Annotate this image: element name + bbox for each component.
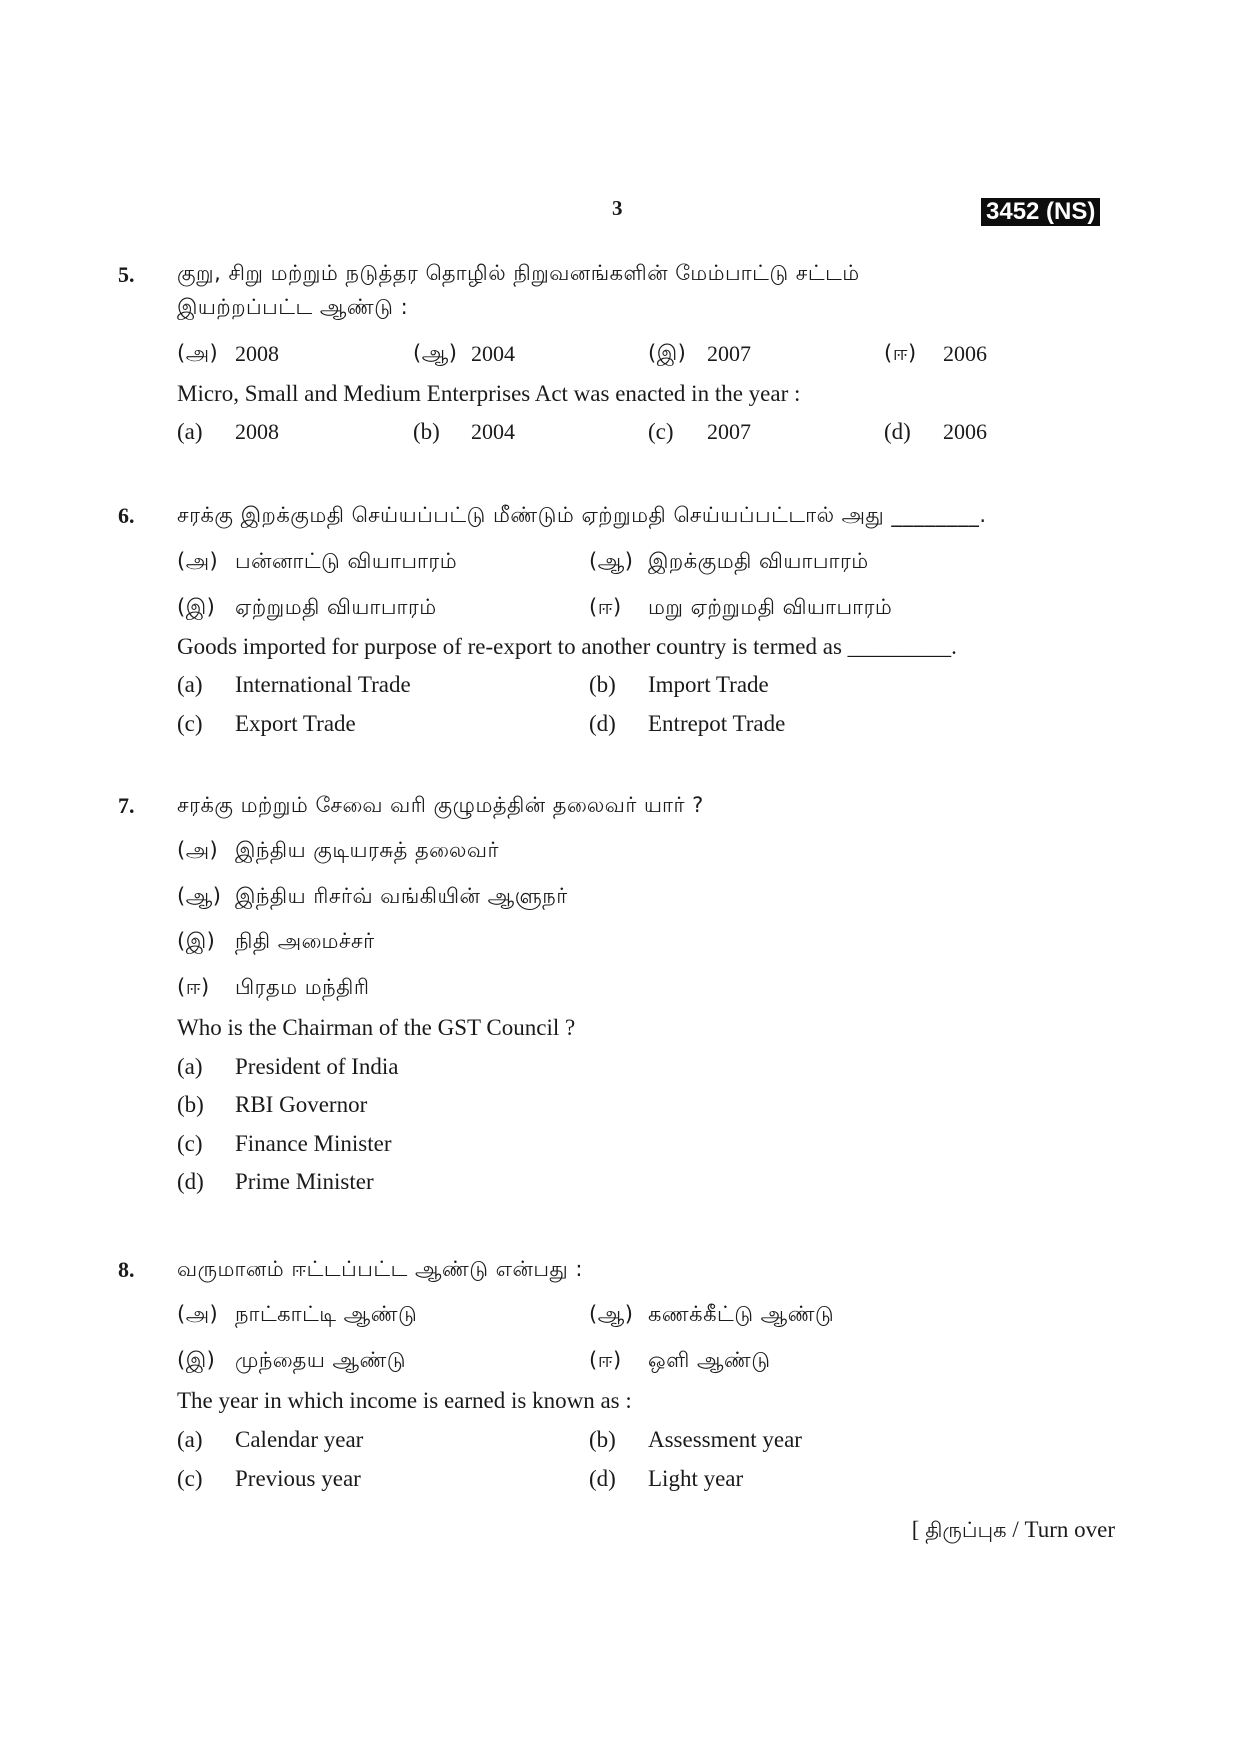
option-text: Light year bbox=[648, 1466, 744, 1491]
option-label: (c) bbox=[177, 1131, 203, 1156]
option-text: 2007 bbox=[707, 341, 751, 366]
option-label: (d) bbox=[589, 711, 616, 736]
option-label: (c) bbox=[177, 711, 203, 736]
option-text: 2004 bbox=[471, 419, 515, 444]
option-text: 2008 bbox=[235, 419, 279, 444]
option-label: (b) bbox=[589, 672, 616, 697]
option-text: Entrepot Trade bbox=[648, 711, 786, 736]
option-text-tamil: மறு ஏற்றுமதி வியாபாரம் bbox=[648, 595, 893, 619]
footer-bracket: [ bbox=[911, 1517, 920, 1542]
question-text-tamil: சரக்கு மற்றும் சேவை வரி குழுமத்தின் தலைவர் யார் ? bbox=[177, 793, 704, 817]
option-label-tamil: (அ) bbox=[177, 341, 219, 365]
option-text: President of India bbox=[235, 1054, 399, 1079]
question-text-english: The year in which income is earned is known as : bbox=[177, 1388, 632, 1413]
option-text-tamil: இந்திய ரிசர்வ் வங்கியின் ஆளுநர் bbox=[235, 884, 568, 908]
option-label: (d) bbox=[589, 1466, 616, 1491]
option-text: Export Trade bbox=[235, 711, 356, 736]
option-text: 2007 bbox=[707, 419, 751, 444]
option-text: 2008 bbox=[235, 341, 279, 366]
turn-over-note bbox=[912, 1517, 1115, 1545]
option-label: (a) bbox=[177, 1054, 203, 1079]
option-label-tamil: (இ) bbox=[648, 341, 687, 365]
option-label: (d) bbox=[177, 1169, 204, 1194]
option-text: 2006 bbox=[943, 419, 987, 444]
option-label-tamil: (ஈ) bbox=[589, 1348, 622, 1372]
option-text-tamil: பன்னாட்டு வியாபாரம் bbox=[235, 549, 458, 573]
option-label: (b) bbox=[589, 1427, 616, 1452]
question-number: 6. bbox=[118, 503, 135, 528]
option-label-tamil: (ஆ) bbox=[589, 549, 634, 573]
option-text-tamil: நிதி அமைச்சர் bbox=[235, 929, 375, 953]
option-text: Prime Minister bbox=[235, 1169, 374, 1194]
option-label: (a) bbox=[177, 1427, 203, 1452]
question-text-tamil: இயற்றப்பட்ட ஆண்டு : bbox=[177, 295, 409, 319]
option-text-tamil: முந்தைய ஆண்டு bbox=[235, 1348, 407, 1372]
option-text: Assessment year bbox=[648, 1427, 802, 1452]
option-text-tamil: இந்திய குடியரசுத் தலைவர் bbox=[235, 838, 499, 862]
option-text: RBI Governor bbox=[235, 1092, 368, 1117]
footer-separator: / bbox=[1012, 1517, 1019, 1542]
option-text-tamil: நாட்காட்டி ஆண்டு bbox=[235, 1302, 418, 1326]
option-label-tamil: (அ) bbox=[177, 1302, 219, 1326]
option-label: (c) bbox=[177, 1466, 203, 1491]
option-label-tamil: (ஈ) bbox=[884, 341, 917, 365]
option-text-tamil: கணக்கீட்டு ஆண்டு bbox=[648, 1302, 835, 1326]
option-label-tamil: (இ) bbox=[177, 929, 216, 953]
question-text-english: Micro, Small and Medium Enterprises Act was enacted in the year : bbox=[177, 381, 801, 406]
option-label: (d) bbox=[884, 419, 911, 444]
footer-tamil-text: திருப்புக bbox=[925, 1518, 1007, 1542]
option-text-tamil: ஒளி ஆண்டு bbox=[648, 1348, 771, 1372]
option-text: Calendar year bbox=[235, 1427, 364, 1452]
option-text: Finance Minister bbox=[235, 1131, 392, 1156]
question-text-english: Goods imported for purpose of re-export to another country is termed as _________. bbox=[177, 634, 957, 659]
question-text-tamil: குறு, சிறு மற்றும் நடுத்தர தொழில் நிறுவனங்களின் மேம்பாட்டு சட்டம் bbox=[177, 261, 860, 285]
option-label: (a) bbox=[177, 672, 203, 697]
question-number: 8. bbox=[118, 1257, 135, 1282]
option-text: Import Trade bbox=[648, 672, 769, 697]
option-text: Previous year bbox=[235, 1466, 361, 1491]
option-label: (a) bbox=[177, 419, 203, 444]
option-label-tamil: (ஆ) bbox=[177, 884, 222, 908]
page-number: 3 bbox=[612, 196, 623, 220]
footer-english-text: Turn over bbox=[1024, 1517, 1115, 1542]
option-label-tamil: (அ) bbox=[177, 549, 219, 573]
question-number: 7. bbox=[118, 793, 135, 818]
option-text: 2004 bbox=[471, 341, 515, 366]
option-label-tamil: (அ) bbox=[177, 838, 219, 862]
option-label: (c) bbox=[648, 419, 674, 444]
option-label-tamil: (இ) bbox=[177, 1348, 216, 1372]
question-text-english: Who is the Chairman of the GST Council ? bbox=[177, 1015, 576, 1040]
option-label: (b) bbox=[177, 1092, 204, 1117]
option-label-tamil: (ஈ) bbox=[589, 595, 622, 619]
option-text: 2006 bbox=[943, 341, 987, 366]
option-text-tamil: இறக்குமதி வியாபாரம் bbox=[648, 549, 869, 573]
option-label-tamil: (ஈ) bbox=[177, 975, 210, 999]
option-label-tamil: (ஆ) bbox=[589, 1302, 634, 1326]
option-text-tamil: பிரதம மந்திரி bbox=[235, 975, 370, 999]
option-text-tamil: ஏற்றுமதி வியாபாரம் bbox=[235, 595, 437, 619]
question-text-tamil: சரக்கு இறக்குமதி செய்யப்பட்டு மீண்டும் ஏற்றுமதி செய்யப்பட்டால் அது ________. bbox=[177, 503, 987, 527]
option-label-tamil: (இ) bbox=[177, 595, 216, 619]
option-label-tamil: (ஆ) bbox=[413, 341, 458, 365]
option-label: (b) bbox=[413, 419, 440, 444]
question-text-tamil: வருமானம் ஈட்டப்பட்ட ஆண்டு என்பது : bbox=[177, 1257, 583, 1281]
option-text: International Trade bbox=[235, 672, 411, 697]
question-number: 5. bbox=[118, 262, 135, 287]
paper-code: 3452 (NS) bbox=[981, 198, 1100, 226]
